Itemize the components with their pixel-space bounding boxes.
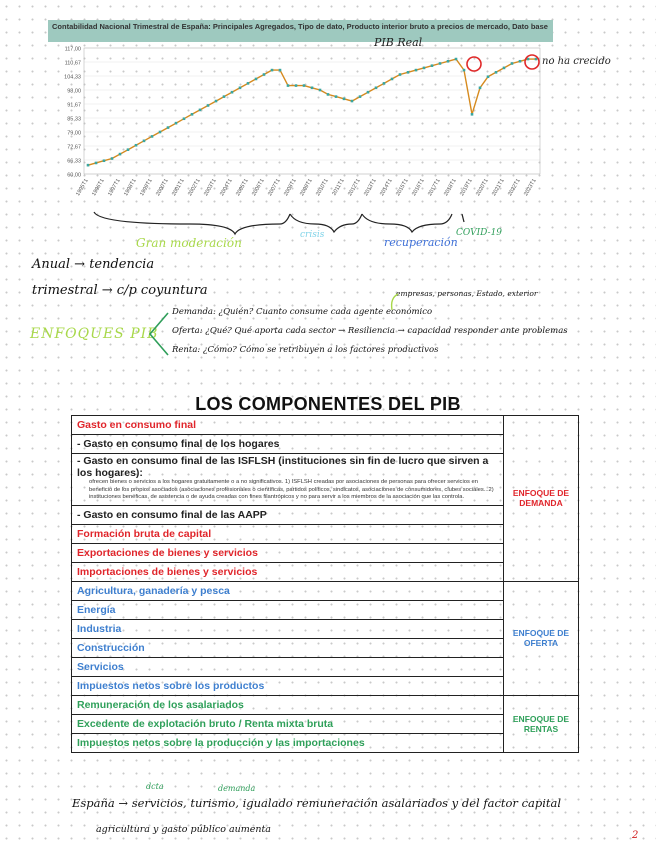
data-point (503, 67, 506, 70)
row-label: Formación bruta de capital (72, 524, 504, 543)
row-label: - Gasto en consumo final de las ISFLSH (instituciones sin fin de lucro que sirven a los hogares): (77, 455, 489, 479)
x-tick-label: 1999T1 (139, 178, 154, 198)
x-tick-label: 2001T1 (171, 178, 186, 198)
data-point (447, 60, 450, 63)
data-point (255, 78, 258, 81)
label-crisis: crisis (300, 230, 325, 240)
table-row (72, 581, 579, 600)
note-espana: España → servicios, turismo, igualado remuneración asalariados y del factor capital (72, 796, 562, 810)
data-point (279, 69, 282, 72)
data-point (343, 98, 346, 101)
x-tick-label: 2009T1 (299, 178, 314, 198)
covid-drop-circle (467, 57, 481, 71)
table-title: LOS COMPONENTES DEL PIB (195, 394, 461, 414)
data-point (215, 100, 218, 103)
x-tick-label: 2016T1 (411, 178, 426, 198)
x-tick-label: 2004T1 (219, 178, 234, 198)
row-label: Importaciones de bienes y servicios (72, 562, 504, 581)
note-anual: Anual → tendencia (32, 257, 155, 272)
data-point (135, 144, 138, 147)
enfoques-brace (146, 310, 172, 358)
data-point (263, 73, 266, 76)
data-point (471, 113, 474, 116)
x-tick-label: 2014T1 (379, 178, 394, 198)
row-label: Servicios (72, 657, 504, 676)
data-point (175, 122, 178, 125)
data-point (103, 159, 106, 162)
note-oferta: Oferta: ¿Qué? Qué aporta cada sector → Resiliencia → capacidad responder ante problemas (172, 326, 568, 336)
data-point (319, 89, 322, 92)
y-tick-label: 72,67 (67, 144, 81, 151)
y-axis (64, 47, 81, 179)
table-row (72, 454, 579, 506)
table-row (72, 619, 579, 638)
data-point (287, 84, 290, 87)
x-tick-label: 2003T1 (203, 178, 218, 198)
data-point (407, 71, 410, 74)
x-tick-label: 2013T1 (363, 178, 378, 198)
data-point (423, 67, 426, 70)
page-number: 2 (632, 830, 639, 841)
enfoque-demanda-cell (504, 416, 579, 582)
data-point (207, 104, 210, 107)
data-point (391, 78, 394, 81)
data-point (511, 62, 514, 65)
data-point (327, 93, 330, 96)
table-row (72, 562, 579, 581)
x-tick-label: 1995T1 (75, 178, 90, 198)
table-row (72, 714, 579, 733)
note-empresas: empresas, personas, Estado, exterior (396, 289, 538, 298)
table-row (72, 657, 579, 676)
note-agricultura: agricultura y gasto público aumenta (96, 824, 271, 835)
table-row (72, 676, 579, 695)
table-row (72, 416, 579, 435)
y-tick-label: 91,67 (67, 102, 81, 109)
data-point (519, 60, 522, 63)
table-row (72, 435, 579, 454)
data-point (199, 109, 202, 112)
row-label: Remuneración de los asalariados (72, 695, 504, 714)
x-tick-label: 2018T1 (443, 178, 458, 198)
data-point (463, 69, 466, 72)
x-tick-label: 2008T1 (283, 178, 298, 198)
data-point (487, 75, 490, 78)
data-point (383, 82, 386, 85)
enfoque-oferta-label: ENFOQUE DE OFERTA (512, 628, 570, 648)
row-label: Energía (72, 600, 504, 619)
x-tick-label: 2019T1 (459, 178, 474, 198)
data-point (351, 100, 354, 103)
x-tick-label: 1997T1 (107, 178, 122, 198)
x-tick-label: 1996T1 (91, 178, 106, 198)
x-tick-label: 2017T1 (427, 178, 442, 198)
data-point (295, 84, 298, 87)
note-trimestral: trimestral → c/p coyuntura (32, 283, 208, 298)
data-point (143, 140, 146, 143)
y-tick-label: 117,00 (64, 46, 81, 53)
pib-components-table (71, 415, 579, 753)
enfoque-oferta-cell (504, 581, 579, 695)
y-tick-label: 79,00 (67, 130, 81, 137)
y-tick-label: 66,33 (67, 158, 81, 165)
row-label: Industria (72, 619, 504, 638)
label-gran-moderacion: Gran moderación (136, 236, 242, 250)
y-tick-label: 110,67 (64, 60, 81, 67)
y-tick-label: 104,33 (64, 74, 81, 81)
data-point (335, 95, 338, 98)
x-tick-label: 2006T1 (251, 178, 266, 198)
data-point (95, 162, 98, 165)
data-point (303, 84, 306, 87)
data-point (231, 91, 234, 94)
row-label: Impuestos netos sobre los productos (72, 676, 504, 695)
data-point (191, 113, 194, 116)
data-point (359, 95, 362, 98)
row-label: Exportaciones de bienes y servicios (72, 543, 504, 562)
x-tick-label: 2011T1 (331, 178, 346, 197)
table-row (72, 733, 579, 752)
data-point (119, 153, 122, 156)
y-tick-label: 60,00 (67, 172, 81, 179)
label-recuperacion: recuperación (384, 236, 458, 249)
x-tick-label: 2015T1 (395, 178, 410, 198)
x-tick-label: 2002T1 (187, 178, 202, 198)
y-tick-label: 98,00 (67, 88, 81, 95)
row-label: Excedente de explotación bruto / Renta mixta bruta (72, 714, 504, 733)
data-point (111, 157, 114, 160)
enfoque-rentas-cell (504, 695, 579, 752)
row-label: - Gasto en consumo final de las AAPP (72, 505, 504, 524)
table-row (72, 505, 579, 524)
label-covid: COVID-19 (456, 228, 503, 238)
row-label: Impuestos netos sobre la producción y las importaciones (72, 733, 504, 752)
data-point (151, 135, 154, 138)
x-tick-label: 2005T1 (235, 178, 250, 198)
note-dcta: dcta (146, 782, 164, 791)
x-tick-label: 1998T1 (123, 178, 138, 198)
data-point (431, 64, 434, 67)
data-point (127, 148, 130, 151)
x-tick-label: 2020T1 (475, 178, 490, 198)
note-enfoques-pib: ENFOQUES PIB (30, 326, 159, 342)
data-point (495, 71, 498, 74)
note-renta: Renta: ¿Cómo? Cómo se retribuyen a los factores productivos (172, 345, 439, 355)
data-point (311, 86, 314, 89)
note-demanda-small: demanda (218, 784, 256, 793)
data-point (399, 73, 402, 76)
x-tick-label: 2023T1 (523, 178, 538, 198)
data-point (367, 91, 370, 94)
x-tick-label: 2022T1 (507, 178, 522, 198)
data-point (159, 131, 162, 134)
data-point (239, 86, 242, 89)
table-row (72, 600, 579, 619)
row-label: Gasto en consumo final (72, 416, 504, 435)
table-row (72, 543, 579, 562)
data-point (247, 82, 250, 85)
x-tick-label: 2021T1 (491, 178, 506, 198)
row-label: - Gasto en consumo final de los hogares (72, 435, 504, 454)
row-label: Agricultura, ganadería y pesca (72, 581, 504, 600)
x-tick-label: 2000T1 (155, 178, 170, 198)
data-point (183, 117, 186, 120)
annotation-pib-real: PIB Real (374, 36, 423, 49)
table-row (72, 638, 579, 657)
gdp-series-line (88, 59, 536, 165)
enfoque-rentas-label: ENFOQUE DE RENTAS (512, 713, 570, 734)
table-row (72, 695, 579, 714)
isflsh-description: ofrecen bienes o servicios a los hogares gratuitamente o a no significativos. 1) ISFLSH creadas por asociaciones de personas para ofrecer servicios en beneficio de los propios asociados (asociaciones profesionales o científicas, partidos políticos, sindicatos, asociaciones de consumidores, clubes sociales...2) instituciones benéficas, de asistencia o de ayuda creadas con fines filantrópicos y no para servir a los miembros de la asociación que las controla. (89, 479, 494, 500)
row-isflsh (72, 454, 504, 506)
data-point (223, 95, 226, 98)
data-point (479, 86, 482, 89)
x-tick-label: 2012T1 (347, 178, 362, 198)
note-demanda: Demanda: ¿Quién? Cuanto consume cada agente económico (172, 307, 433, 317)
data-point (167, 126, 170, 129)
data-point (415, 69, 418, 72)
annotation-no-growth: no ha crecido (542, 56, 611, 67)
x-tick-label: 2007T1 (267, 178, 282, 198)
data-point (271, 69, 274, 72)
x-axis (75, 178, 538, 197)
table-row (72, 524, 579, 543)
enfoque-demanda-label: ENFOQUE DE DEMANDA (512, 488, 570, 509)
line-chart (48, 42, 553, 232)
data-point (375, 86, 378, 89)
series-markers (87, 58, 538, 167)
row-label: Construcción (72, 638, 504, 657)
chart-title: Contabilidad Nacional Trimestral de España: Principales Agregados, Tipo de dato, Producto interior bruto a precios de mercado, Dato base (48, 20, 553, 42)
data-point (439, 62, 442, 65)
y-tick-label: 85,33 (67, 116, 81, 123)
x-tick-label: 2010T1 (315, 178, 330, 198)
data-point (455, 58, 458, 61)
data-point (87, 164, 90, 167)
